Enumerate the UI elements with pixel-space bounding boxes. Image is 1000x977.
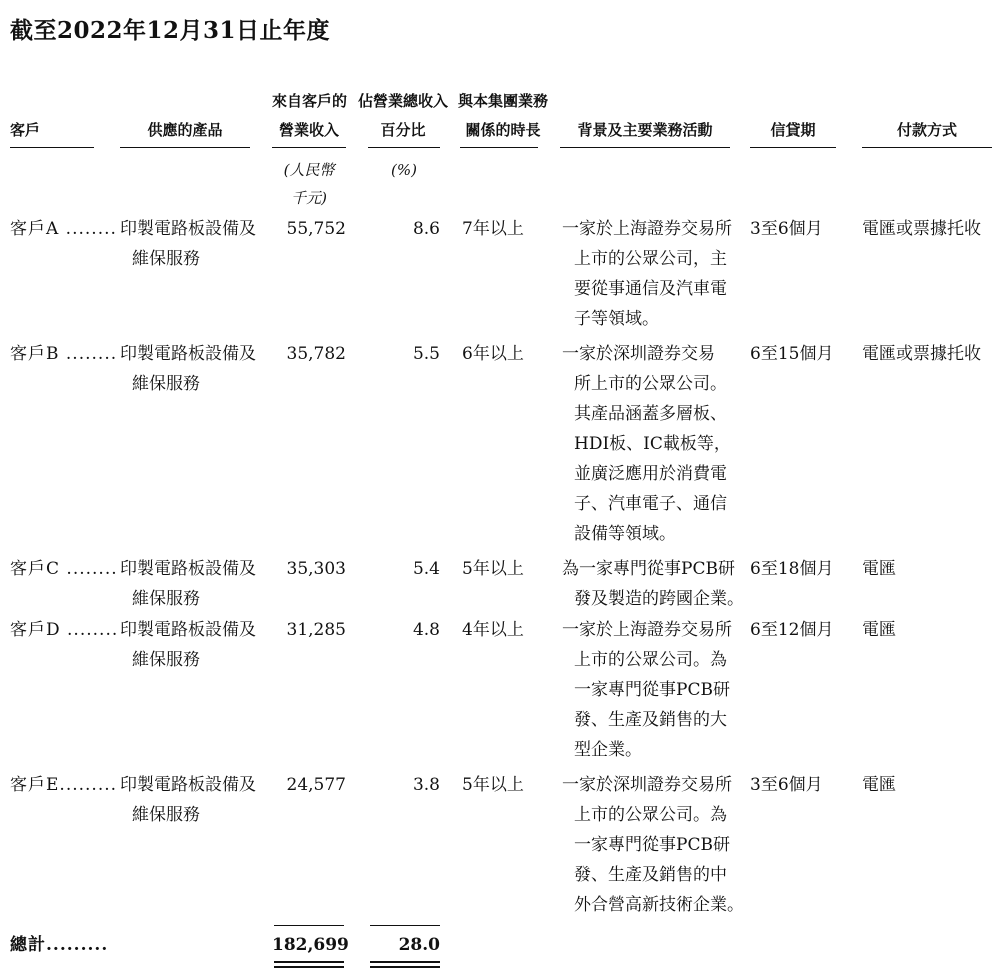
cell-revenue: 35,303 <box>286 559 346 579</box>
unit-percentage <box>368 156 440 184</box>
cell-payment: 電匯或票據托收 <box>862 344 981 364</box>
header-customer <box>10 116 40 145</box>
cell-relationship: 4年以上 <box>462 620 524 640</box>
cell-background <box>562 214 732 334</box>
cell-product <box>120 554 256 614</box>
header-percentage-line2: 百分比 <box>380 121 426 139</box>
unit-revenue <box>272 156 346 212</box>
cell-relationship: 6年以上 <box>462 344 524 364</box>
cell-product-line: 印製電路板設備及 <box>120 344 256 364</box>
cell-product-line: 印製電路板設備及 <box>120 559 256 579</box>
cell-revenue: 55,752 <box>286 219 346 239</box>
cell-background <box>562 339 731 549</box>
cell-product-line: 維保服務 <box>132 374 200 394</box>
cell-product-line: 印製電路板設備及 <box>120 775 256 795</box>
total-revenue: 182,699 <box>272 935 349 955</box>
page-title: 截至2022年12月31日止年度 <box>10 17 331 44</box>
header-credit-line1: 信貸期 <box>770 121 816 139</box>
header-background-line1: 背景及主要業務活動 <box>577 121 713 139</box>
cell-background <box>562 615 732 765</box>
cell-background-line: 並廣泛應用於消費電 <box>574 464 727 484</box>
total-double-rule-percentage-1 <box>370 961 440 963</box>
header-rule-percentage <box>368 147 440 148</box>
header-payment <box>862 116 992 145</box>
cell-background-line: 子、汽車電子、通信 <box>574 494 727 514</box>
cell-background-line: HDI板、IC載板等， <box>574 434 731 454</box>
header-product-line1: 供應的產品 <box>147 121 223 139</box>
header-rule-relationship <box>460 147 538 148</box>
cell-background-line: 一家專門從事PCB研 <box>574 680 730 700</box>
cell-background-line: 一家於上海證券交易所 <box>562 219 732 239</box>
cell-product <box>120 214 256 274</box>
cell-background-line: 發、生產及銷售的大 <box>574 710 727 730</box>
total-percentage: 28.0 <box>398 935 440 955</box>
header-payment-line1: 付款方式 <box>896 121 957 139</box>
header-background <box>560 116 730 145</box>
cell-product <box>120 770 256 830</box>
cell-background-line: 上市的公眾公司。為 <box>574 805 727 825</box>
cell-background-line: 一家於深圳證券交易所 <box>562 775 732 795</box>
header-relationship-line2: 關係的時長 <box>465 121 541 139</box>
cell-background-line: 一家專門從事PCB研 <box>574 835 730 855</box>
cell-background-line: 上市的公眾公司。為 <box>574 650 727 670</box>
cell-product-line: 印製電路板設備及 <box>120 219 256 239</box>
header-percentage-line1: 佔營業總收入 <box>358 92 449 110</box>
cell-background-line: 一家於深圳證券交易 <box>562 344 715 364</box>
cell-percentage: 3.8 <box>412 775 440 795</box>
cell-background-line: 所上市的公眾公司。 <box>574 374 727 394</box>
cell-customer: 客戶B ........ <box>10 344 118 364</box>
cell-relationship: 5年以上 <box>462 559 524 579</box>
cell-background-line: 為一家專門從事PCB研 <box>562 559 735 579</box>
header-revenue-line2: 營業收入 <box>278 121 339 139</box>
header-percentage <box>358 87 448 145</box>
header-rule-credit <box>750 147 836 148</box>
cell-background-line: 一家於上海證券交易所 <box>562 620 732 640</box>
cell-product-line: 維保服務 <box>132 249 200 269</box>
cell-percentage: 4.8 <box>412 620 440 640</box>
cell-payment: 電匯 <box>862 559 896 579</box>
cell-revenue: 35,782 <box>286 344 346 364</box>
header-customer-line1: 客戶 <box>10 121 41 139</box>
header-rule-customer <box>10 147 94 148</box>
total-top-rule-percentage <box>370 925 440 926</box>
cell-revenue: 24,577 <box>286 775 346 795</box>
header-rule-revenue <box>272 147 346 148</box>
cell-credit: 6至12個月 <box>750 620 834 640</box>
cell-credit: 3至6個月 <box>750 775 823 795</box>
cell-background-line: 設備等領域。 <box>574 524 676 544</box>
header-rule-background <box>560 147 730 148</box>
unit-percentage-line1: (%) <box>391 161 417 179</box>
cell-customer: 客戶E......... <box>10 775 118 795</box>
cell-product-line: 印製電路板設備及 <box>120 620 256 640</box>
cell-customer: 客戶C ........ <box>10 559 118 579</box>
total-top-rule-revenue <box>274 925 344 926</box>
unit-revenue-line1: (人民幣 <box>283 161 335 179</box>
cell-revenue: 31,285 <box>286 620 346 640</box>
header-rule-product <box>120 147 250 148</box>
cell-background-line: 其產品涵蓋多層板、 <box>574 404 727 424</box>
cell-background-line: 發、生產及銷售的中 <box>574 865 727 885</box>
cell-product-line: 維保服務 <box>132 805 200 825</box>
cell-credit: 6至18個月 <box>750 559 834 579</box>
header-credit <box>750 116 836 145</box>
total-double-rule-revenue-2 <box>274 966 344 968</box>
total-label: 總計......... <box>10 935 109 955</box>
cell-relationship: 7年以上 <box>462 219 524 239</box>
total-double-rule-revenue-1 <box>274 961 344 963</box>
cell-background-line: 發及製造的跨國企業。 <box>574 589 744 609</box>
cell-percentage: 5.4 <box>412 559 440 579</box>
cell-product-line: 維保服務 <box>132 650 200 670</box>
cell-background <box>562 554 744 614</box>
cell-product <box>120 339 256 399</box>
cell-background-line: 子等領域。 <box>574 309 659 329</box>
cell-payment: 電匯 <box>862 775 896 795</box>
header-product <box>120 116 250 145</box>
cell-relationship: 5年以上 <box>462 775 524 795</box>
cell-percentage: 5.5 <box>412 344 440 364</box>
cell-background-line: 要從事通信及汽車電 <box>574 279 727 299</box>
cell-credit: 6至15個月 <box>750 344 834 364</box>
header-revenue <box>272 87 346 145</box>
cell-product <box>120 615 256 675</box>
cell-background-line: 上市的公眾公司，主 <box>574 249 727 269</box>
cell-background-line: 型企業。 <box>574 740 642 760</box>
cell-payment: 電匯 <box>862 620 896 640</box>
cell-payment: 電匯或票據托收 <box>862 219 981 239</box>
header-revenue-line1: 來自客戶的 <box>272 92 348 110</box>
cell-background-line: 外合營高新技術企業。 <box>574 895 744 915</box>
cell-background <box>562 770 744 920</box>
cell-customer: 客戶D ........ <box>10 620 119 640</box>
cell-percentage: 8.6 <box>412 219 440 239</box>
total-double-rule-percentage-2 <box>370 966 440 968</box>
header-rule-payment <box>862 147 992 148</box>
unit-revenue-line2: 千元) <box>291 189 327 207</box>
cell-product-line: 維保服務 <box>132 589 200 609</box>
cell-credit: 3至6個月 <box>750 219 823 239</box>
cell-customer: 客戶A ........ <box>10 219 117 239</box>
header-relationship-line1: 與本集團業務 <box>458 92 549 110</box>
header-relationship <box>458 87 548 145</box>
